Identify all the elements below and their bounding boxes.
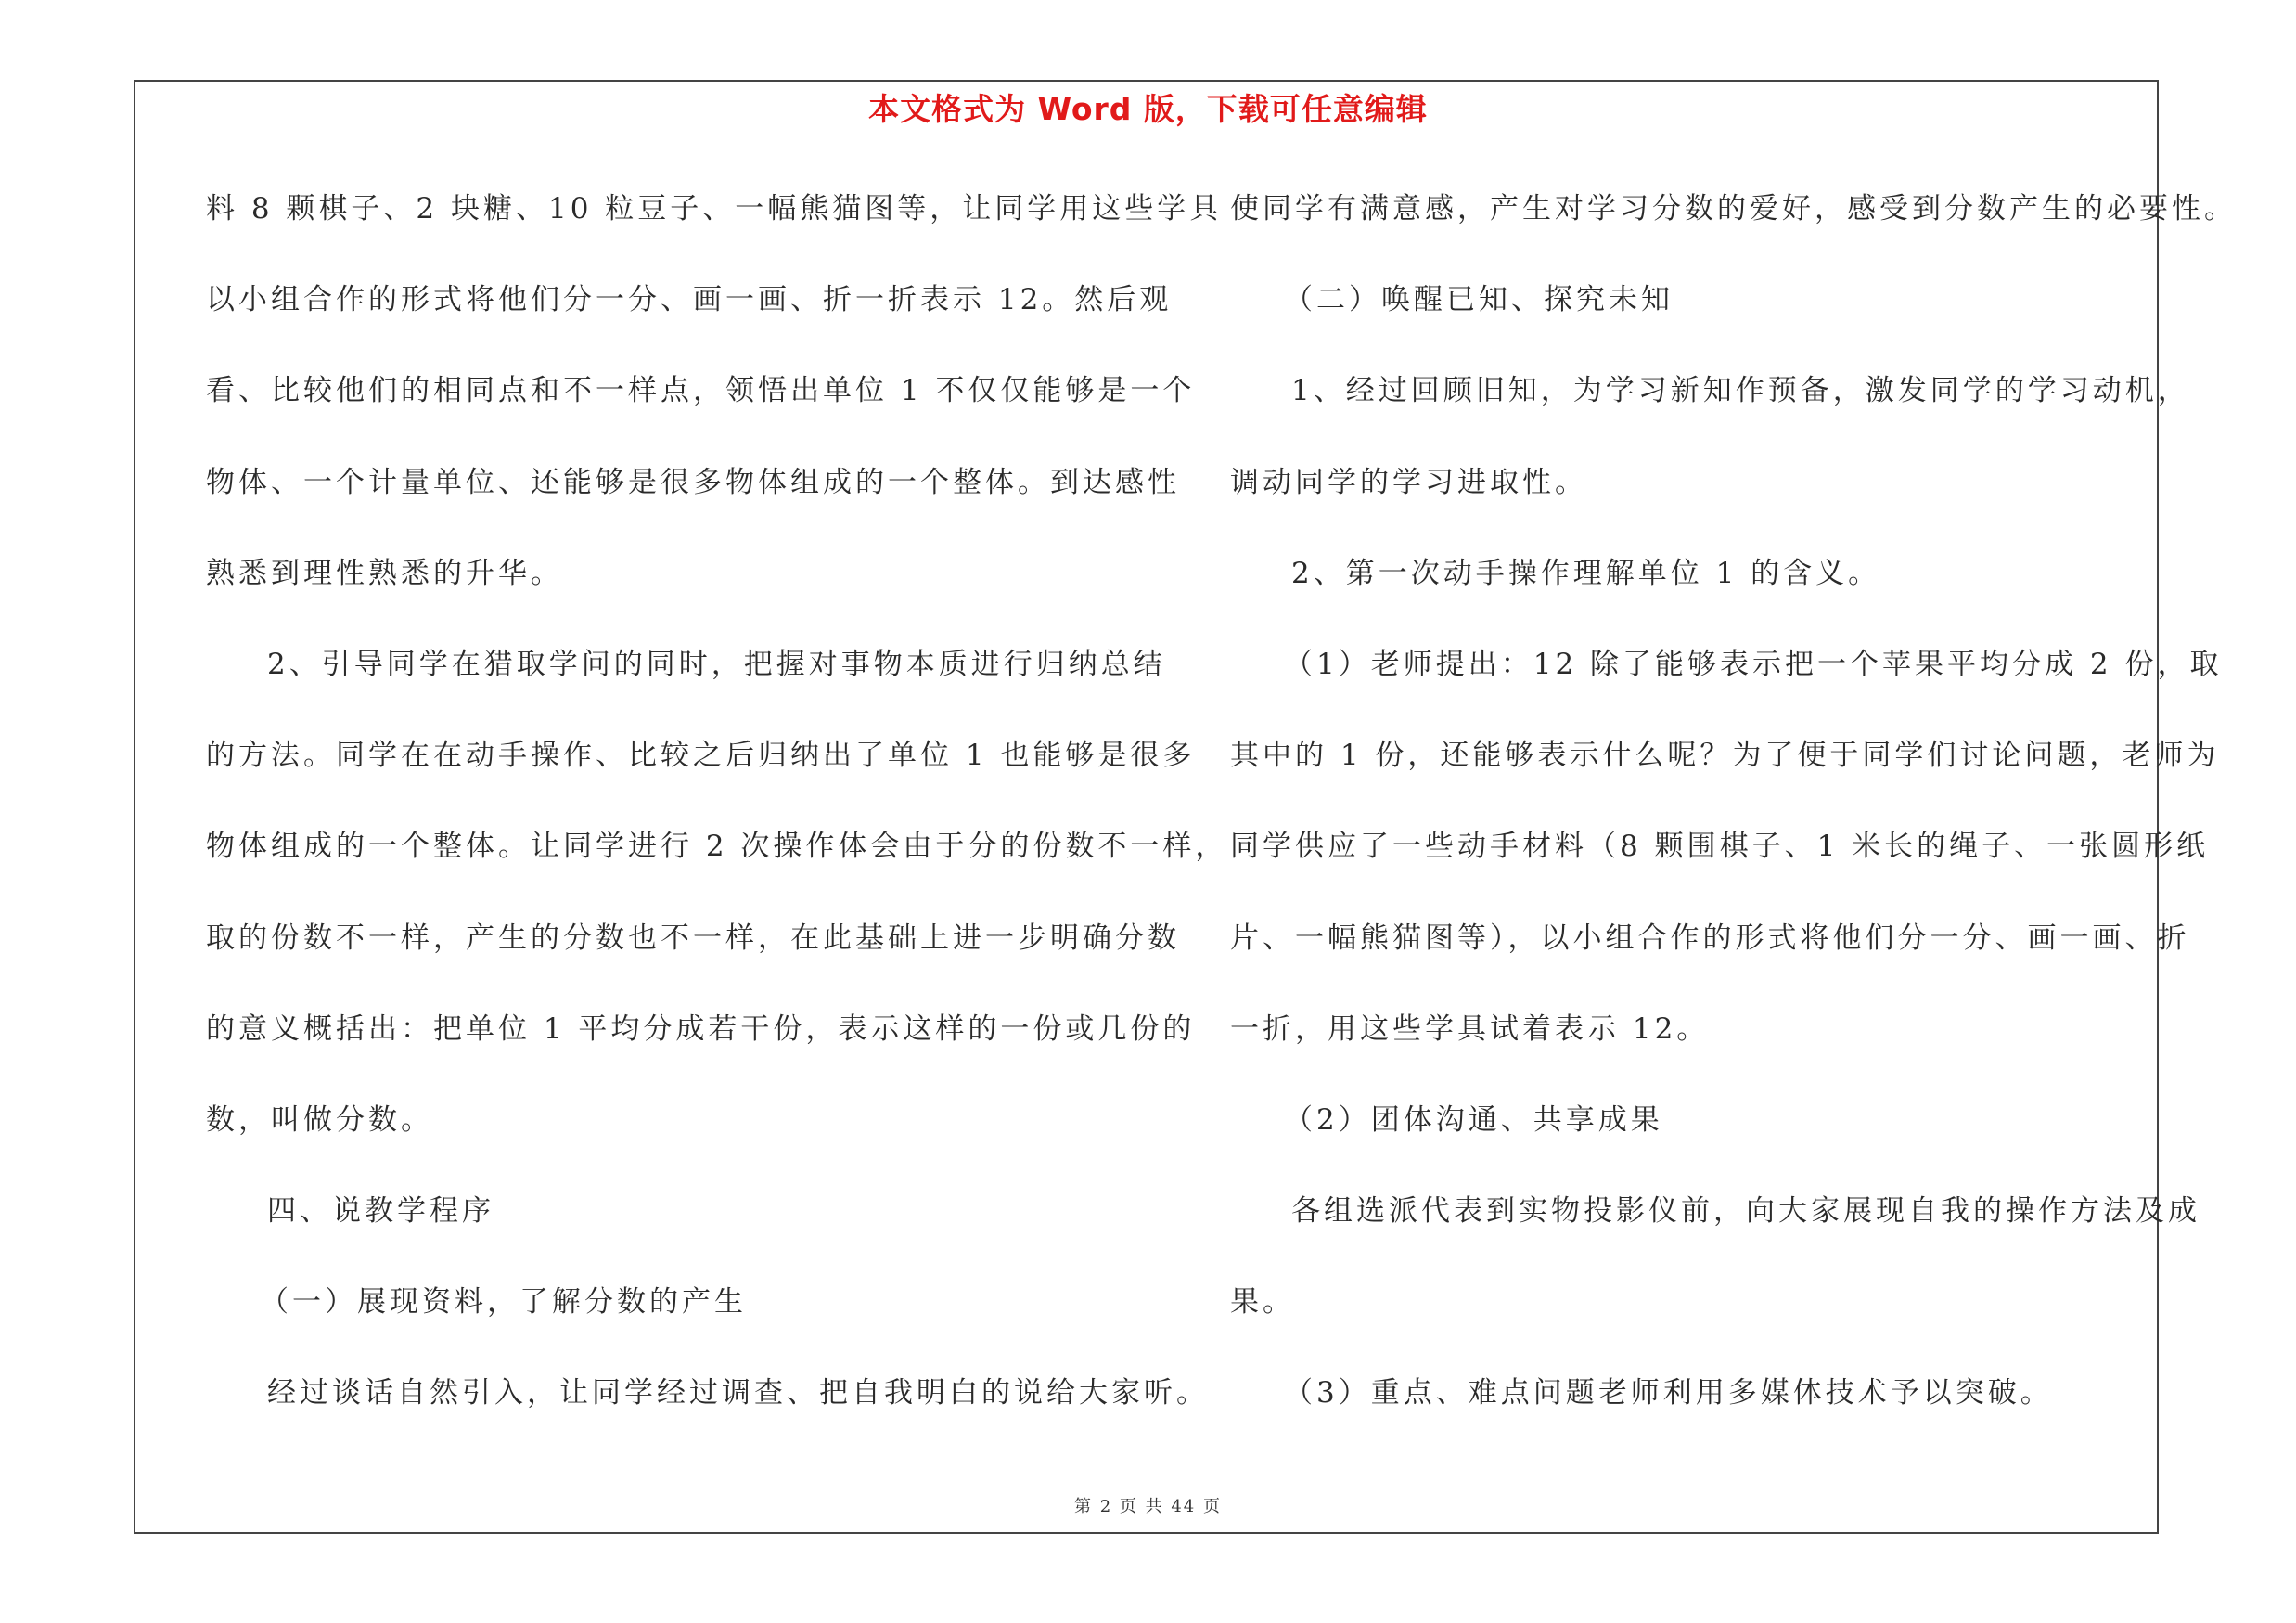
text-line: 数，叫做分数。 [206,1102,433,1137]
paragraph-start: （1）老师提出：12 除了能够表示把一个苹果平均分成 2 份，取 [1284,647,2223,681]
text-line: 的意义概括出：把单位 1 平均分成若干份，表示这样的一份或几份的 [206,1011,1196,1046]
text-line: 以小组合作的形式将他们分一分、画一画、折一折表示 12。然后观 [206,283,1173,317]
text-line: 物体组成的一个整体。让同学进行 2 次操作体会由于分的份数不一样， [206,830,1228,864]
text-line: 同学供应了一些动手材料（8 颗围棋子、1 米长的绳子、一张圆形纸 [1230,830,2210,864]
subsection-heading: （3）重点、难点问题老师利用多媒体技术予以突破。 [1284,1376,2053,1410]
section-heading: 四、说教学程序 [267,1194,494,1229]
paragraph-start: 各组选派代表到实物投影仪前，向大家展现自我的操作方法及成 [1291,1194,2200,1229]
subsection-heading: （一）展现资料，了解分数的产生 [260,1285,747,1320]
text-line: 使同学有满意感，产生对学习分数的爱好，感受到分数产生的必要性。 [1230,192,2237,225]
text-line: 的方法。同学在在动手操作、比较之后归纳出了单位 1 也能够是很多 [206,739,1196,773]
right-text-column [1230,182,2237,1458]
text-line: 果。 [1230,1285,1295,1320]
page-number-footer: 第 2 页 共 44 页 [1074,1497,1222,1516]
text-line: 片、一幅熊猫图等），以小组合作的形式将他们分一分、画一画、折 [1230,921,2190,955]
text-line: 取的份数不一样，产生的分数也不一样，在此基础上进一步明确分数 [206,921,1180,955]
paragraph-start: 2、引导同学在猎取学问的同时，把握对事物本质进行归纳总结 [267,647,1166,681]
format-notice-banner: 本文格式为 Word 版，下载可任意编辑 [868,91,1428,127]
subsection-heading: （2）团体沟通、共享成果 [1284,1102,1663,1137]
text-line: 调动同学的学习进取性。 [1230,465,1587,499]
text-line: 看、比较他们的相同点和不一样点，领悟出单位 1 不仅仅能够是一个 [206,374,1196,408]
left-text-column [206,182,1228,1458]
paragraph-start: 经过谈话自然引入，让同学经过调查、把自我明白的说给大家听。 [267,1376,1209,1410]
paragraph-start: 2、第一次动手操作理解单位 1 的含义。 [1291,556,1881,590]
text-line: 料 8 颗棋子、2 块糖、10 粒豆子、一幅熊猫图等，让同学用这些学具 [206,192,1223,225]
subsection-heading: （二）唤醒已知、探究未知 [1284,283,1674,317]
paragraph-start: 1、经过回顾旧知，为学习新知作预备，激发同学的学习动机， [1291,374,2190,408]
text-line: 物体、一个计量单位、还能够是很多物体组成的一个整体。到达感性 [206,465,1180,499]
text-line: 一折，用这些学具试着表示 12。 [1230,1011,1710,1046]
text-line: 其中的 1 份，还能够表示什么呢？为了便于同学们讨论问题，老师为 [1230,739,2220,773]
text-line: 熟悉到理性熟悉的升华。 [206,556,563,590]
